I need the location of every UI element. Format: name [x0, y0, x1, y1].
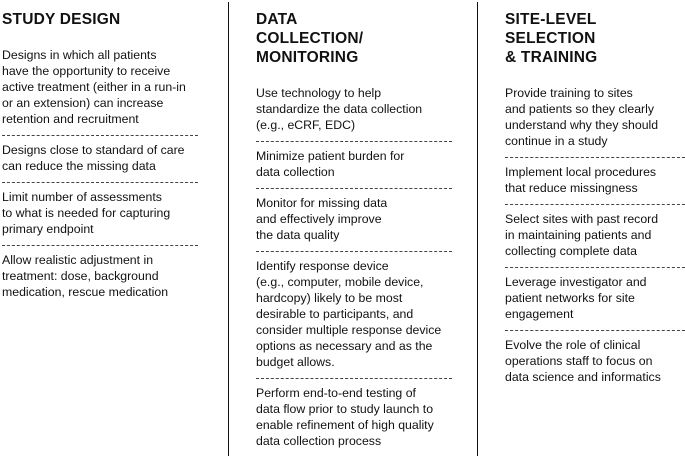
list-item: Evolve the role of clinical operations staff to focus on data science and informatics — [505, 338, 661, 384]
list-item: Leverage investigator and patient networks for site engagement — [505, 275, 647, 321]
dashed-separator — [2, 182, 198, 183]
column-heading: SITE-LEVEL SELECTION & TRAINING — [505, 11, 598, 66]
dashed-separator — [2, 135, 198, 136]
list-item: Designs in which all patients have the opportunity to receive active treatment (either in a run-in or an extension) can increase retention and recruitment — [2, 48, 186, 126]
column-heading: STUDY DESIGN — [2, 11, 121, 28]
dashed-separator — [2, 245, 198, 246]
item-list — [2, 47, 198, 304]
list-item: Use technology to help standardize the data collection (e.g., eCRF, EDC) — [256, 86, 423, 132]
dashed-separator — [256, 141, 452, 142]
list-item: Limit number of assessments to what is needed for capturing primary endpoint — [2, 190, 171, 236]
list-item: Minimize patient burden for data collection — [256, 149, 405, 179]
column-heading: DATA COLLECTION/ MONITORING — [256, 11, 364, 66]
column-divider — [477, 2, 478, 456]
item-list — [505, 85, 685, 389]
dashed-separator — [505, 157, 685, 158]
dashed-separator — [256, 378, 452, 379]
column-study-design — [2, 0, 198, 304]
list-item: Allow realistic adjustment in treatment: dose, background medication, rescue medication — [2, 253, 169, 299]
list-item: Select sites with past record in maintaining patients and collecting complete data — [505, 212, 659, 258]
list-item: Identify response device (e.g., computer, mobile device, hardcopy) likely to be most desirable to participants, and consider multiple response device options as necessary and as the budget allows. — [256, 259, 442, 369]
column-site-level-selection-training — [505, 0, 685, 389]
column-data-collection-monitoring — [256, 0, 452, 453]
list-item: Designs close to standard of care can reduce the missing data — [2, 143, 185, 173]
dashed-separator — [256, 251, 452, 252]
list-item: Implement local procedures that reduce missingness — [505, 165, 657, 195]
dashed-separator — [505, 330, 685, 331]
list-item: Provide training to sites and patients so they clearly understand why they should continue in a study — [505, 86, 659, 148]
dashed-separator — [505, 267, 685, 268]
list-item: Monitor for missing data and effectively improve the data quality — [256, 196, 388, 242]
dashed-separator — [256, 188, 452, 189]
item-list — [256, 85, 452, 453]
column-divider — [228, 2, 229, 456]
list-item: Perform end-to-end testing of data flow prior to study launch to enable refinement of high quality data collection process — [256, 386, 434, 448]
dashed-separator — [505, 204, 685, 205]
